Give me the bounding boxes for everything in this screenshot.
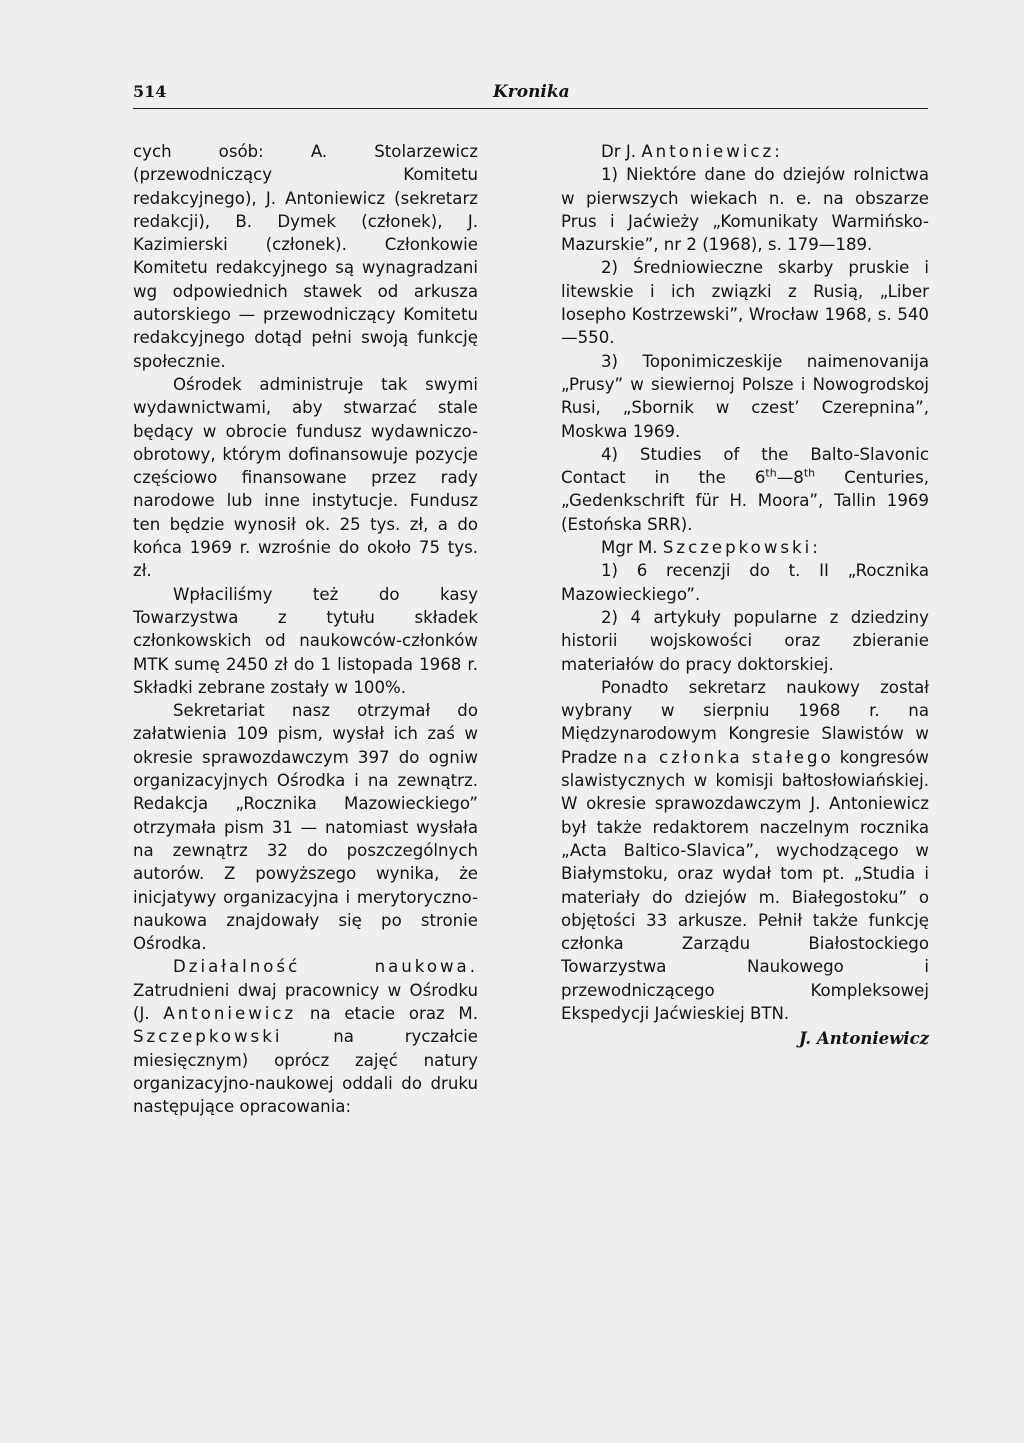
text-segment: na etacie oraz M. [296, 1003, 478, 1023]
author-heading-antoniewicz [561, 140, 929, 163]
paragraph-secretariat: Sekretariat nasz otrzymał do załatwienia 109 pism, wysłał ich zaś w okresie sprawozdawczym 397 do ogniw organizacyjnych Ośrodka i na zewnątrz. Redakcja „Rocznika Mazowieckiego” otrzymała pism 31 — natomiast wysłała na zewnątrz 32 do poszczególnych autorów. Z powyższego wynika, że inicjatywy organizacyjna i merytoryczno-naukowa znajdowały się po stronie Ośrodka. [133, 701, 478, 954]
text-segment: Centuries, „Gedenkschrift für H. Moora”, Tallin 1969 (Estońska SRR). [561, 468, 930, 534]
running-head: Kronika [493, 82, 570, 102]
text-segment: Dr J. [601, 142, 642, 161]
paragraph-committee: cych osób: A. Stolarzewicz (przewodniczący Komitetu redakcyjnego), J. Antoniewicz (sekretarz redakcji), B. Dymek (członek), J. Kazimierski (członek). Członkowie Komitetu redakcyjnego są wynagradzani wg odpowiednich stawek od arkusza autorskiego — przewodniczący Komitetu redakcyjnego dotąd pełni swoją funkcję społecznie. [133, 142, 478, 371]
text-segment: : [812, 538, 818, 558]
text-segment: Ponadto sekretarz naukowy został wybrany w sierpniu 1968 r. na Międzynarodowym Kongresie Slawistów w Pradze [561, 677, 929, 767]
paragraph-membership-fees: Wpłaciliśmy też do kasy Towarzystwa z tytułu składek członkowskich od naukowców-członków MTK sumę 2450 zł do 1 listopada 1968 r. Składki zebrane zostały w 100%. [133, 584, 478, 697]
publication-item-3: 3) Toponimiczeskije naimenovanija „Prusy” w siewiernoj Polsze i Nowogrodskoj Rusi, „Sbornik w czest’ Czerepnina”, Moskwa 1969. [561, 351, 929, 441]
text-segment: kongresów slawistycznych w komisji bałtosłowiańskiej. W okresie sprawozdawczym J. Antoniewicz był także redaktorem naczelnym rocznika „Acta Baltico-Slavica”, wychodzącego w Białymstoku, oraz wydał tom pt. „Studia i materiały do dziejów m. Białegostoku” o objętości 33 arkusze. Pełnił także funkcję członka Zarządu Białostockiego Towarzystwa Naukowego i przewodniczącego Kompleksowej Ekspedycji Jaćwieskiej BTN. [561, 747, 930, 1023]
text-segment: na ryczałcie miesięcznym) oprócz zajęć natury organizacyjno-naukowej oddali do druku następujące opracowania: [133, 1027, 478, 1117]
page-number: 514 [133, 82, 167, 101]
text-segment: 4) Studies of the Balto-Slavonic Contact in the 6 [561, 444, 929, 488]
person-name-szczepkowski: Szczepkowski [133, 1027, 283, 1047]
emphasized-phrase: na członka stałego [623, 747, 834, 767]
publication-item-4 [561, 443, 929, 536]
text-segment: Mgr M. [601, 538, 663, 558]
text-segment: Zatrudnieni dwaj pracownicy w Ośrodku (J. [133, 980, 478, 1023]
paragraph-publishing-fund: Ośrodek administruje tak swymi wydawnictwami, aby stwarzać stale będący w obrocie fundusz wydawniczo-obrotowy, którym dofinansowuje pozycje częściowo finansowane przez rady narodowe lub inne instytucje. Fundusz ten będzie wynosił ok. 25 tys. zł, a do końca 1969 r. wzrośnie do około 75 tys. zł. [133, 374, 478, 581]
page-header [133, 82, 928, 110]
section-heading-scientific-activity: Działalność naukowa. [173, 957, 478, 977]
left-column [133, 140, 478, 1118]
text-segment: —8 [776, 468, 804, 488]
publication-item-5: 1) 6 recenzji do t. II „Rocznika Mazowieckiego”. [561, 561, 929, 604]
superscript: th [765, 466, 777, 480]
person-name-antoniewicz: Antoniewicz [641, 142, 775, 161]
publication-item-6: 2) 4 artykuły popularne z dziedziny historii wojskowości oraz zbieranie materiałów do pracy doktorskiej. [561, 607, 929, 674]
author-signature: J. Antoniewicz [798, 1029, 929, 1049]
paragraph-scientific-activity [133, 955, 478, 1118]
right-column [561, 140, 929, 1051]
text-segment: : [774, 142, 780, 161]
person-name-szczepkowski: Szczepkowski [662, 538, 813, 558]
publication-item-1: 1) Niektóre dane do dziejów rolnictwa w pierwszych wiekach n. e. na obszarze Prus i Jaćwieży „Komunikaty Warmińsko-Mazurskie”, nr 2 (1968), s. 179—189. [561, 165, 929, 255]
publication-item-2: 2) Średniowieczne skarby pruskie i litewskie i ich związki z Rusią, „Liber Iosepho Kostrzewski”, Wrocław 1968, s. 540—550. [561, 258, 929, 348]
author-heading-szczepkowski [561, 536, 929, 559]
paragraph-additional-activity [561, 676, 929, 1025]
superscript: th [803, 466, 816, 480]
person-name-antoniewicz: Antoniewicz [163, 1003, 297, 1023]
header-rule [133, 108, 928, 109]
